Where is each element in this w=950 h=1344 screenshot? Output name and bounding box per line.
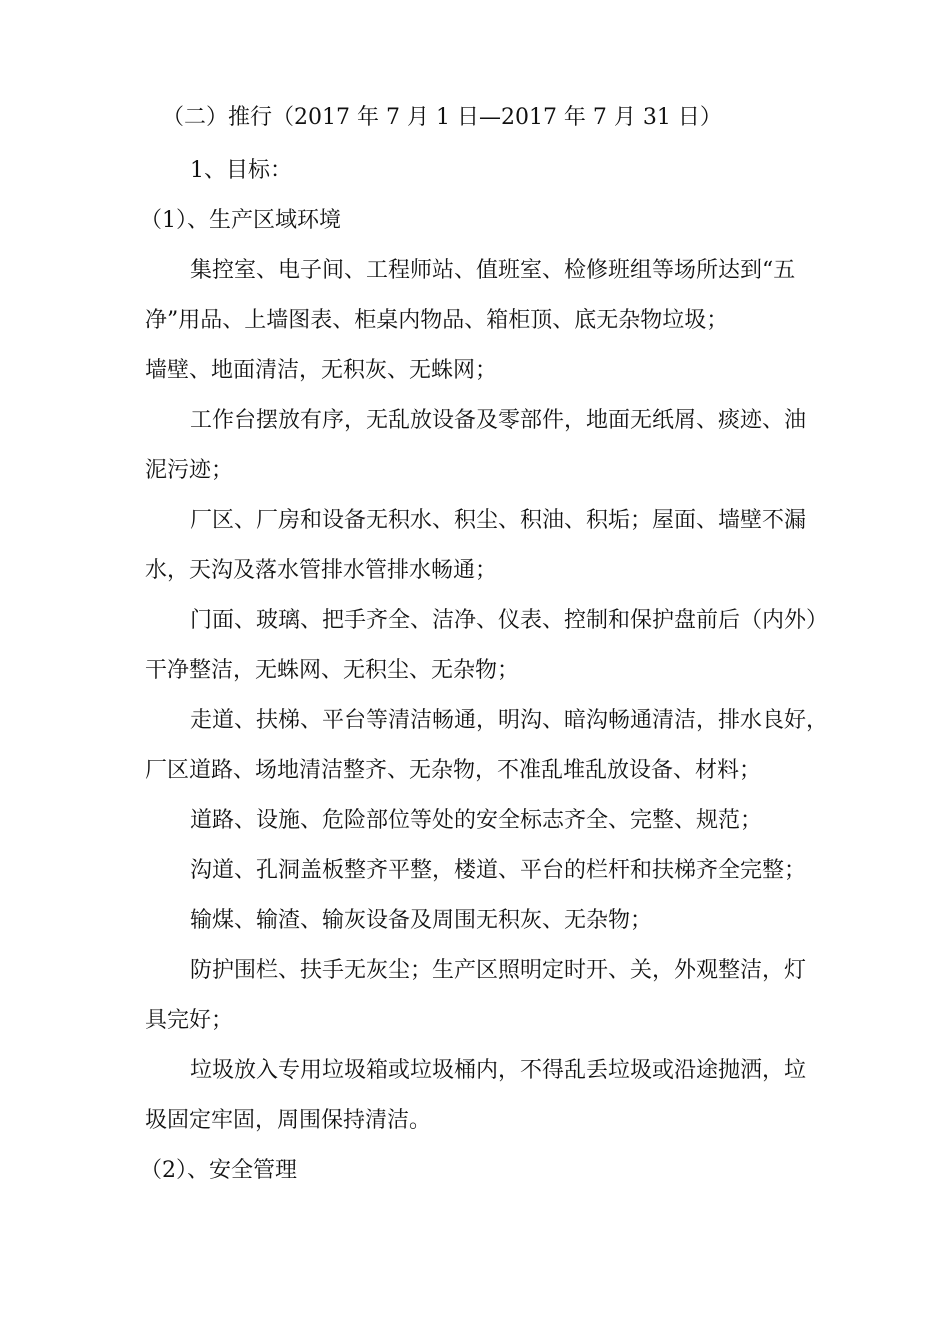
paragraph-line: 走道、扶梯、平台等清洁畅通，明沟、暗沟畅通清洁，排水良好， — [190, 708, 829, 733]
paragraph-line: 干净整洁，无蛛网、无积尘、无杂物； — [145, 658, 520, 683]
paragraph-line: 净”用品、上墙图表、柜桌内物品、箱柜顶、底无杂物垃圾； — [145, 308, 729, 333]
item-heading: 1、目标： — [190, 158, 292, 183]
paragraph-line: 垃圾放入专用垃圾箱或垃圾桶内，不得乱丢垃圾或沿途抛洒，垃 — [190, 1058, 807, 1083]
paragraph-line: 厂区道路、场地清洁整齐、无杂物，不准乱堆乱放设备、材料； — [145, 758, 762, 783]
paragraph-line: 圾固定牢固，周围保持清洁。 — [145, 1108, 432, 1133]
paragraph-line: 泥污迹； — [145, 458, 234, 483]
paragraph-line: 墙壁、地面清洁，无积灰、无蛛网； — [145, 358, 498, 383]
paragraph-line: 道路、设施、危险部位等处的安全标志齐全、完整、规范； — [190, 808, 763, 833]
paragraph-line: 集控室、电子间、工程师站、值班室、检修班组等场所达到“五 — [190, 258, 796, 283]
paragraph-line: 门面、玻璃、把手齐全、洁净、仪表、控制和保护盘前后（内外） — [190, 608, 829, 633]
paragraph-line: 工作台摆放有序，无乱放设备及零部件，地面无纸屑、痰迹、油 — [190, 408, 807, 433]
paragraph-line: 厂区、厂房和设备无积水、积尘、积油、积垢；屋面、墙壁不漏 — [190, 508, 807, 533]
paragraph-line: 输煤、输渣、输灰设备及周围无积灰、无杂物； — [190, 908, 653, 933]
subsection-heading-2: （2）、安全管理 — [140, 1158, 297, 1183]
subsection-heading-1: （1）、生产区域环境 — [140, 208, 341, 233]
section-heading: （二）推行（2017 年 7 月 1 日—2017 年 7 月 31 日） — [162, 105, 722, 130]
paragraph-line: 防护围栏、扶手无灰尘；生产区照明定时开、关，外观整洁，灯 — [190, 958, 807, 983]
paragraph-line: 具完好； — [145, 1008, 234, 1033]
paragraph-line: 沟道、孔洞盖板整齐平整，楼道、平台的栏杆和扶梯齐全完整； — [190, 858, 807, 883]
paragraph-line: 水，天沟及落水管排水管排水畅通； — [145, 558, 498, 583]
